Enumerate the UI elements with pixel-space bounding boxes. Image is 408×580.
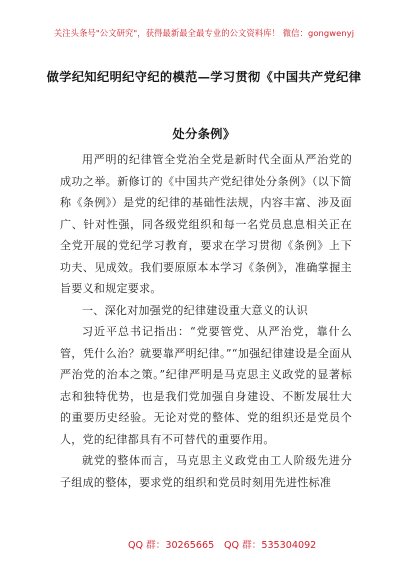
document-title-line-1: 做学纪知纪明纪守纪的模范—学习贯彻《中国共产党纪律 bbox=[46, 70, 362, 84]
section-heading-1: 一、深化对加强党的纪律建设重大意义的认识 bbox=[82, 303, 308, 317]
footer-qq-group-2: QQ 群：535304092 bbox=[224, 540, 317, 551]
paragraph-party-whole: 就党的整体而言，马克思主义政党由工人阶级先进分子组成的整体，要求党的组织和党员时刻用先进性标准 bbox=[60, 454, 352, 489]
paragraph-quote: 习近平总书记指出：“党要管党、从严治党，靠什么管，凭什么治？就要靠严明纪律。”“加强纪律建设是全面从严治党的治本之策。”纪律严明是马克思主义政党的显著标志和独特优势，也是我们党加强自身建设、不断发展壮大的重要历史经验。无论对党的整体、党的组织还是党员个人，党的纪律都具有不可替代的重要作用。 bbox=[60, 325, 352, 446]
document-body bbox=[60, 149, 352, 493]
document-title-line-2: 处分条例》 bbox=[172, 127, 236, 141]
paragraph-intro: 用严明的纪律管全党治全党是新时代全面从严治党的成功之举。新修订的《中国共产党纪律处分条例》（以下简称《条例》）是党的纪律的基础性法规，内容丰富、涉及面广、针对性强，同各级党组织和每一名党员息息相关正在全党开展的党纪学习教育，要求在学习贯彻《条例》上下功夫、见成效。我们要原原本本学习《条例》，准确掌握主旨要义和规定要求。 bbox=[60, 153, 352, 295]
header-banner: 关注头条号"公文研究"，获得最新最全最专业的公文资料库！ 微信：gongwenyj bbox=[53, 28, 355, 38]
footer-qq-group-1: QQ 群：30265665 bbox=[128, 540, 215, 551]
